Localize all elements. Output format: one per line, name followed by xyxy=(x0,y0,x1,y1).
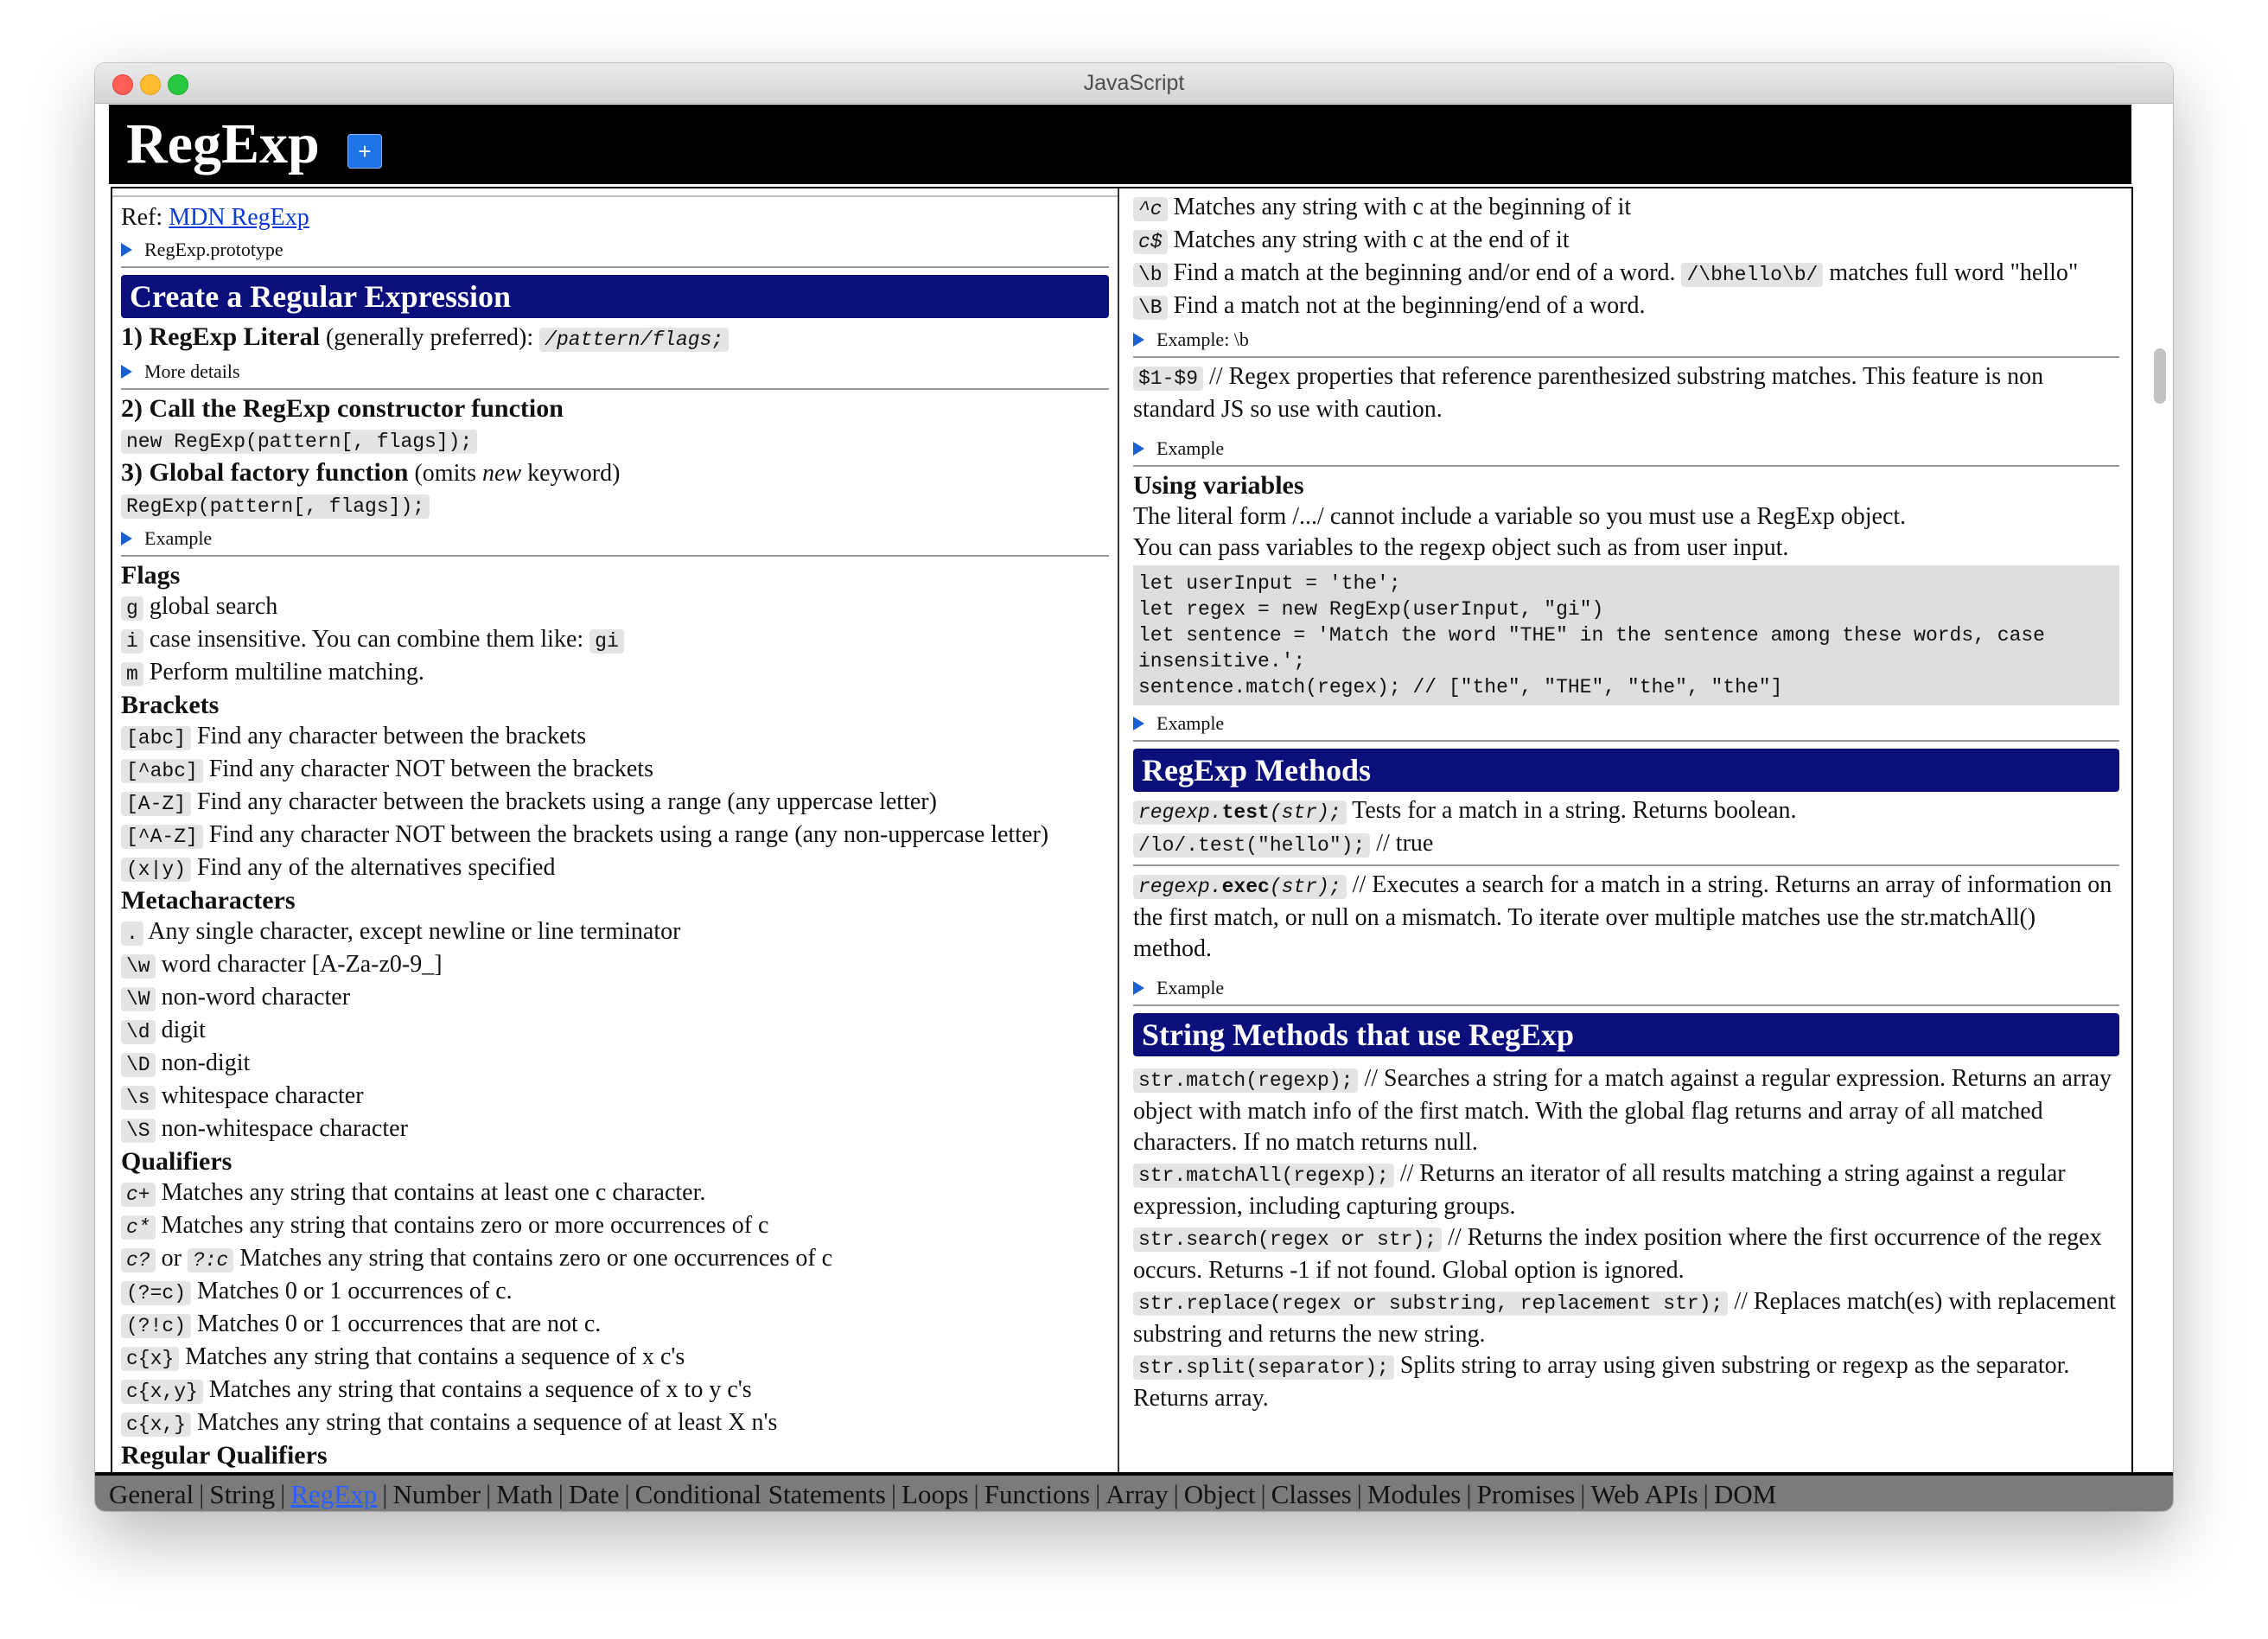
bracket-code: [A-Z] xyxy=(121,792,191,816)
meta-code: \d xyxy=(121,1020,156,1044)
exec-text: // Executes a search for a match in a string. Returns an array of information on the first match, or null on a mismatch. To iterate over multiple matches use the str.matchAll() method. xyxy=(1133,871,2112,962)
nav-promises[interactable]: Promises xyxy=(1476,1479,1576,1509)
list-item xyxy=(1133,192,2119,225)
disclosure-triangle-icon xyxy=(1133,717,1144,730)
test-example-line xyxy=(1133,828,2119,861)
anchors-list xyxy=(1133,192,2119,323)
disclosure-triangle-icon xyxy=(121,365,132,379)
qualifiers-list xyxy=(121,1177,1109,1440)
list-item xyxy=(121,1309,1109,1342)
test-text: Tests for a match in a string. Returns boolean. xyxy=(1346,797,1797,824)
cut-off-heading: Regular Qualifiers xyxy=(121,1441,328,1470)
list-item xyxy=(121,1276,1109,1309)
qualifier-text: Matches any string that contains a sequence of x c's xyxy=(185,1343,685,1370)
vars-code-block: let userInput = 'the'; let regex = new RegExp(userInput, "gi") let sentence = 'Match the word "THE" in the sentence among these words, case insensitive.'; sentence.match(regex); // ["the", "THE", "the", "the"] xyxy=(1133,565,2119,705)
factory-heading: 3) Global factory function xyxy=(121,458,409,487)
string-method-code: str.matchAll(regexp); xyxy=(1133,1164,1394,1188)
test-code-object: regexp. xyxy=(1138,801,1222,824)
page-title: RegExp xyxy=(126,112,320,175)
string-method-text: // Searches a string for a match against a regular expression. Returns an array object with match info of the first match. With the global flag returns and array of all matched characters. If no match returns null. xyxy=(1133,1065,2112,1156)
divider xyxy=(1133,864,2119,866)
flag-text: case insensitive. You can combine them like: xyxy=(149,626,590,653)
maximize-window-button[interactable] xyxy=(168,74,188,95)
exec-code-object: regexp. xyxy=(1138,876,1222,898)
bracket-code: [abc] xyxy=(121,726,191,750)
list-item xyxy=(1133,290,2119,323)
meta-code: \s xyxy=(121,1086,156,1110)
page-header xyxy=(109,105,2131,184)
flag-text: Perform multiline matching. xyxy=(149,659,424,686)
qualifier-text: Matches 0 or 1 occurrences of c. xyxy=(197,1278,513,1304)
literal-line xyxy=(121,322,1109,355)
bracket-text: Find any character between the brackets using a range (any uppercase letter) xyxy=(197,788,937,815)
mdn-regexp-link[interactable]: MDN RegExp xyxy=(169,204,309,231)
test-example-text: // true xyxy=(1370,830,1434,857)
list-item xyxy=(121,1015,1109,1048)
literal-text: (generally preferred): xyxy=(319,324,540,351)
nav-separator: | xyxy=(1466,1479,1472,1509)
list-item xyxy=(121,1210,1109,1243)
literal-code: /pattern/flags; xyxy=(539,328,729,352)
qualifier-code: c* xyxy=(121,1215,156,1240)
bracket-text: Find any of the alternatives specified xyxy=(197,854,556,881)
nav-separator: | xyxy=(280,1479,286,1509)
qualifier-text: Matches any string that contains a sequence of at least X n's xyxy=(197,1409,778,1436)
flag-code: g xyxy=(121,596,143,621)
meta-text: whitespace character xyxy=(161,1082,364,1109)
nav-separator: | xyxy=(1173,1479,1179,1509)
meta-code: \S xyxy=(121,1119,156,1143)
anchor-text: Matches any string with c at the beginning of it xyxy=(1173,194,1632,220)
bracket-code: [^A-Z] xyxy=(121,825,203,849)
anchor-text: Matches any string with c at the end of it xyxy=(1173,226,1570,253)
nav-separator: | xyxy=(973,1479,979,1509)
factory-text: (omits xyxy=(408,460,483,487)
nav-object[interactable]: Object xyxy=(1183,1479,1256,1509)
right-column[interactable] xyxy=(1121,188,2131,1511)
details-label: Example xyxy=(1156,712,1225,734)
example-details-3[interactable] xyxy=(1133,972,2119,1006)
anchor-code: /\bhello\b/ xyxy=(1681,263,1823,287)
nav-separator: | xyxy=(199,1479,205,1509)
list-item xyxy=(1133,1063,2119,1158)
qualifier-code: c{x,y} xyxy=(121,1380,203,1404)
meta-text: non-whitespace character xyxy=(161,1115,408,1142)
test-code-method: test xyxy=(1221,801,1270,824)
qualifier-text: Matches any string that contains zero or one occurrences of c xyxy=(239,1245,833,1272)
meta-code: \w xyxy=(121,954,156,979)
qualifier-code: c{x,} xyxy=(121,1413,191,1437)
nav-separator: | xyxy=(1356,1479,1362,1509)
nav-web-apis[interactable]: Web APIs xyxy=(1590,1479,1698,1509)
exec-line xyxy=(1133,870,2119,965)
factory-italic: new xyxy=(482,460,522,487)
list-item xyxy=(121,591,1109,624)
details-label: Example xyxy=(144,527,213,549)
list-item xyxy=(121,949,1109,982)
list-item xyxy=(121,1374,1109,1407)
anchor-code: c$ xyxy=(1133,230,1168,254)
string-methods-list xyxy=(1133,1063,2119,1414)
qualifier-code: (?!c) xyxy=(121,1314,191,1338)
vars-line-2: You can pass variables to the regexp object such as from user input. xyxy=(1133,534,1789,561)
meta-code: . xyxy=(121,922,143,946)
nav-array[interactable]: Array xyxy=(1105,1479,1169,1509)
meta-text: non-digit xyxy=(161,1049,251,1076)
window-title: JavaScript xyxy=(1083,71,1185,95)
flag-code: m xyxy=(121,662,143,686)
flag-text: global search xyxy=(149,593,278,620)
close-window-button[interactable] xyxy=(112,74,133,95)
qualifier-code: c+ xyxy=(121,1183,156,1207)
disclosure-triangle-icon xyxy=(1133,333,1144,347)
test-line xyxy=(1133,795,2119,828)
test-example-code: /lo/.test("hello"); xyxy=(1133,833,1370,858)
list-item xyxy=(121,852,1109,885)
flag-code: i xyxy=(121,629,143,654)
qualifier-code: ?:c xyxy=(188,1248,233,1272)
details-label: Example: \b xyxy=(1156,328,1249,350)
list-item xyxy=(121,1048,1109,1081)
literal-heading: 1) RegExp Literal xyxy=(121,322,320,351)
bracket-text: Find any character NOT between the brackets xyxy=(208,756,653,782)
string-method-code: str.split(separator); xyxy=(1133,1355,1394,1380)
list-item xyxy=(121,721,1109,754)
exec-code-args: (str); xyxy=(1269,876,1341,898)
qualifier-code: c{x} xyxy=(121,1347,179,1371)
nav-conditional-statements[interactable]: Conditional Statements xyxy=(634,1479,886,1509)
list-item xyxy=(1133,225,2119,258)
content-area xyxy=(111,187,2133,1511)
meta-code: \D xyxy=(121,1053,156,1077)
flags-list xyxy=(121,591,1109,690)
dollar-line xyxy=(1133,361,2119,425)
list-item xyxy=(121,787,1109,820)
nav-separator: | xyxy=(486,1479,492,1509)
regexp-methods-title: RegExp Methods xyxy=(1133,749,2119,792)
meta-text: digit xyxy=(161,1017,206,1043)
brackets-heading: Brackets xyxy=(121,691,220,719)
nav-functions[interactable]: Functions xyxy=(984,1479,1091,1509)
bracket-text: Find any character between the brackets xyxy=(197,723,587,749)
dollar-text: // Regex properties that reference parenthesized substring matches. This feature is non standard JS so use with caution. xyxy=(1133,363,2044,423)
flags-heading: Flags xyxy=(121,561,181,590)
meta-code: \W xyxy=(121,987,156,1011)
details-label: Example xyxy=(1156,977,1225,998)
nav-separator: | xyxy=(1095,1479,1101,1509)
string-method-text: Splits string to array using given substring or regexp as the separator. Returns array. xyxy=(1133,1352,2070,1412)
footer-nav xyxy=(95,1472,2173,1511)
list-item xyxy=(121,1081,1109,1113)
meta-list xyxy=(121,916,1109,1146)
list-item xyxy=(1133,1286,2119,1350)
meta-text: Any single character, except newline or line terminator xyxy=(148,918,681,945)
vars-line-1: The literal form /.../ cannot include a variable so you must use a RegExp object. xyxy=(1133,503,1907,530)
list-item xyxy=(1133,1350,2119,1414)
constructor-heading: 2) Call the RegExp constructor function xyxy=(121,394,564,423)
factory-code: RegExp(pattern[, flags]); xyxy=(121,494,430,519)
nav-separator: | xyxy=(382,1479,388,1509)
qualifier-or: or xyxy=(155,1245,188,1272)
nav-classes[interactable]: Classes xyxy=(1271,1479,1352,1509)
nav-separator: | xyxy=(624,1479,630,1509)
nav-dom[interactable]: DOM xyxy=(1713,1479,1777,1509)
string-method-code: str.replace(regex or substring, replacement str); xyxy=(1133,1291,1728,1316)
list-item xyxy=(121,1177,1109,1210)
qualifier-code: c? xyxy=(121,1248,156,1272)
add-button[interactable]: + xyxy=(347,134,382,169)
disclosure-triangle-icon xyxy=(1133,442,1144,456)
disclosure-triangle-icon xyxy=(1133,981,1144,995)
anchor-text: Find a match at the beginning and/or end of a word. xyxy=(1173,259,1682,286)
nav-modules[interactable]: Modules xyxy=(1367,1479,1462,1509)
nav-separator: | xyxy=(890,1479,897,1509)
example-details-2[interactable] xyxy=(1133,707,2119,742)
nav-regexp[interactable]: RegExp xyxy=(290,1479,378,1509)
list-item xyxy=(121,1342,1109,1374)
string-methods-title: String Methods that use RegExp xyxy=(1133,1013,2119,1056)
nav-separator: | xyxy=(557,1479,564,1509)
nav-string[interactable]: String xyxy=(209,1479,276,1509)
test-code xyxy=(1133,800,1347,825)
list-item xyxy=(121,1113,1109,1146)
list-item xyxy=(1133,1158,2119,1222)
anchor-code: \b xyxy=(1133,263,1168,287)
meta-text: word character [A-Za-z0-9_] xyxy=(161,951,443,978)
string-method-text: // Returns the index position where the first occurrence of the regex occurs. Returns -1 if not found. Global option is ignored. xyxy=(1133,1224,2102,1284)
anchor-code: ^c xyxy=(1133,197,1168,221)
example-details[interactable] xyxy=(121,522,1109,557)
disclosure-triangle-icon xyxy=(121,243,132,257)
dollar-code: $1-$9 xyxy=(1133,367,1203,391)
nav-general[interactable]: General xyxy=(109,1479,194,1509)
nav-math[interactable]: Math xyxy=(496,1479,553,1509)
list-item xyxy=(121,657,1109,690)
anchor-code: \B xyxy=(1133,296,1168,320)
nav-separator: | xyxy=(1580,1479,1586,1509)
ref-line xyxy=(121,202,1109,233)
example-b-details[interactable] xyxy=(1133,323,2119,358)
ref-label: Ref: xyxy=(121,204,169,231)
list-item xyxy=(121,820,1109,852)
example-details-1[interactable] xyxy=(1133,432,2119,467)
prototype-details[interactable] xyxy=(121,233,1109,268)
create-section-title: Create a Regular Expression xyxy=(121,275,1109,318)
details-label: Example xyxy=(1156,437,1225,459)
qualifier-text: Matches any string that contains a sequence of x to y c's xyxy=(208,1376,752,1403)
qualifier-text: Matches 0 or 1 occurrences that are not c. xyxy=(197,1311,602,1337)
nav-separator: | xyxy=(1260,1479,1266,1509)
nav-date[interactable]: Date xyxy=(568,1479,620,1509)
bracket-code: (x|y) xyxy=(121,858,191,882)
string-method-text: // Returns an iterator of all results matching a string against a regular expression, including capturing groups. xyxy=(1133,1160,2066,1220)
bracket-code: [^abc] xyxy=(121,759,203,783)
nav-separator: | xyxy=(1703,1479,1709,1509)
string-method-text: // Replaces match(es) with replacement substring and returns the new string. xyxy=(1133,1288,2116,1348)
minimize-window-button[interactable] xyxy=(140,74,161,95)
details-label: RegExp.prototype xyxy=(144,239,284,260)
string-method-code: str.search(regex or str); xyxy=(1133,1228,1442,1252)
list-item xyxy=(121,982,1109,1015)
using-variables-heading: Using variables xyxy=(1133,471,1304,500)
app-window xyxy=(95,63,2173,1511)
top-divider xyxy=(112,188,1118,197)
details-label: More details xyxy=(144,360,240,382)
list-item xyxy=(1133,258,2119,290)
constructor-code: new RegExp(pattern[, flags]); xyxy=(121,430,477,454)
qualifier-code: (?=c) xyxy=(121,1281,191,1305)
exec-code-method: exec xyxy=(1221,876,1270,898)
string-method-code: str.match(regexp); xyxy=(1133,1068,1358,1093)
title-bar xyxy=(95,63,2173,104)
metacharacters-heading: Metacharacters xyxy=(121,886,296,915)
nav-loops[interactable]: Loops xyxy=(901,1479,969,1509)
more-details[interactable] xyxy=(121,355,1109,390)
list-item xyxy=(121,1243,1109,1276)
list-item xyxy=(121,754,1109,787)
vertical-scrollbar[interactable] xyxy=(2154,348,2166,404)
disclosure-triangle-icon xyxy=(121,532,132,545)
list-item xyxy=(1133,1222,2119,1286)
list-item xyxy=(121,1407,1109,1440)
exec-code xyxy=(1133,875,1347,899)
nav-number[interactable]: Number xyxy=(392,1479,481,1509)
meta-text: non-word character xyxy=(161,984,351,1011)
brackets-list xyxy=(121,721,1109,885)
qualifier-text: Matches any string that contains zero or more occurrences of c xyxy=(161,1212,769,1239)
factory-text-end: keyword) xyxy=(521,460,621,487)
test-code-args: (str); xyxy=(1269,801,1341,824)
anchor-text: matches full word "hello" xyxy=(1823,259,2079,286)
qualifier-text: Matches any string that contains at least one c character. xyxy=(161,1179,706,1206)
factory-line xyxy=(121,457,1109,489)
bracket-text: Find any character NOT between the brackets using a range (any non-uppercase letter) xyxy=(208,821,1049,848)
anchor-text: Find a match not at the beginning/end of a word. xyxy=(1173,292,1646,319)
list-item xyxy=(121,916,1109,949)
list-item xyxy=(121,624,1109,657)
flag-code: gi xyxy=(589,629,624,654)
left-column[interactable] xyxy=(112,188,1119,1511)
qualifiers-heading: Qualifiers xyxy=(121,1147,233,1176)
